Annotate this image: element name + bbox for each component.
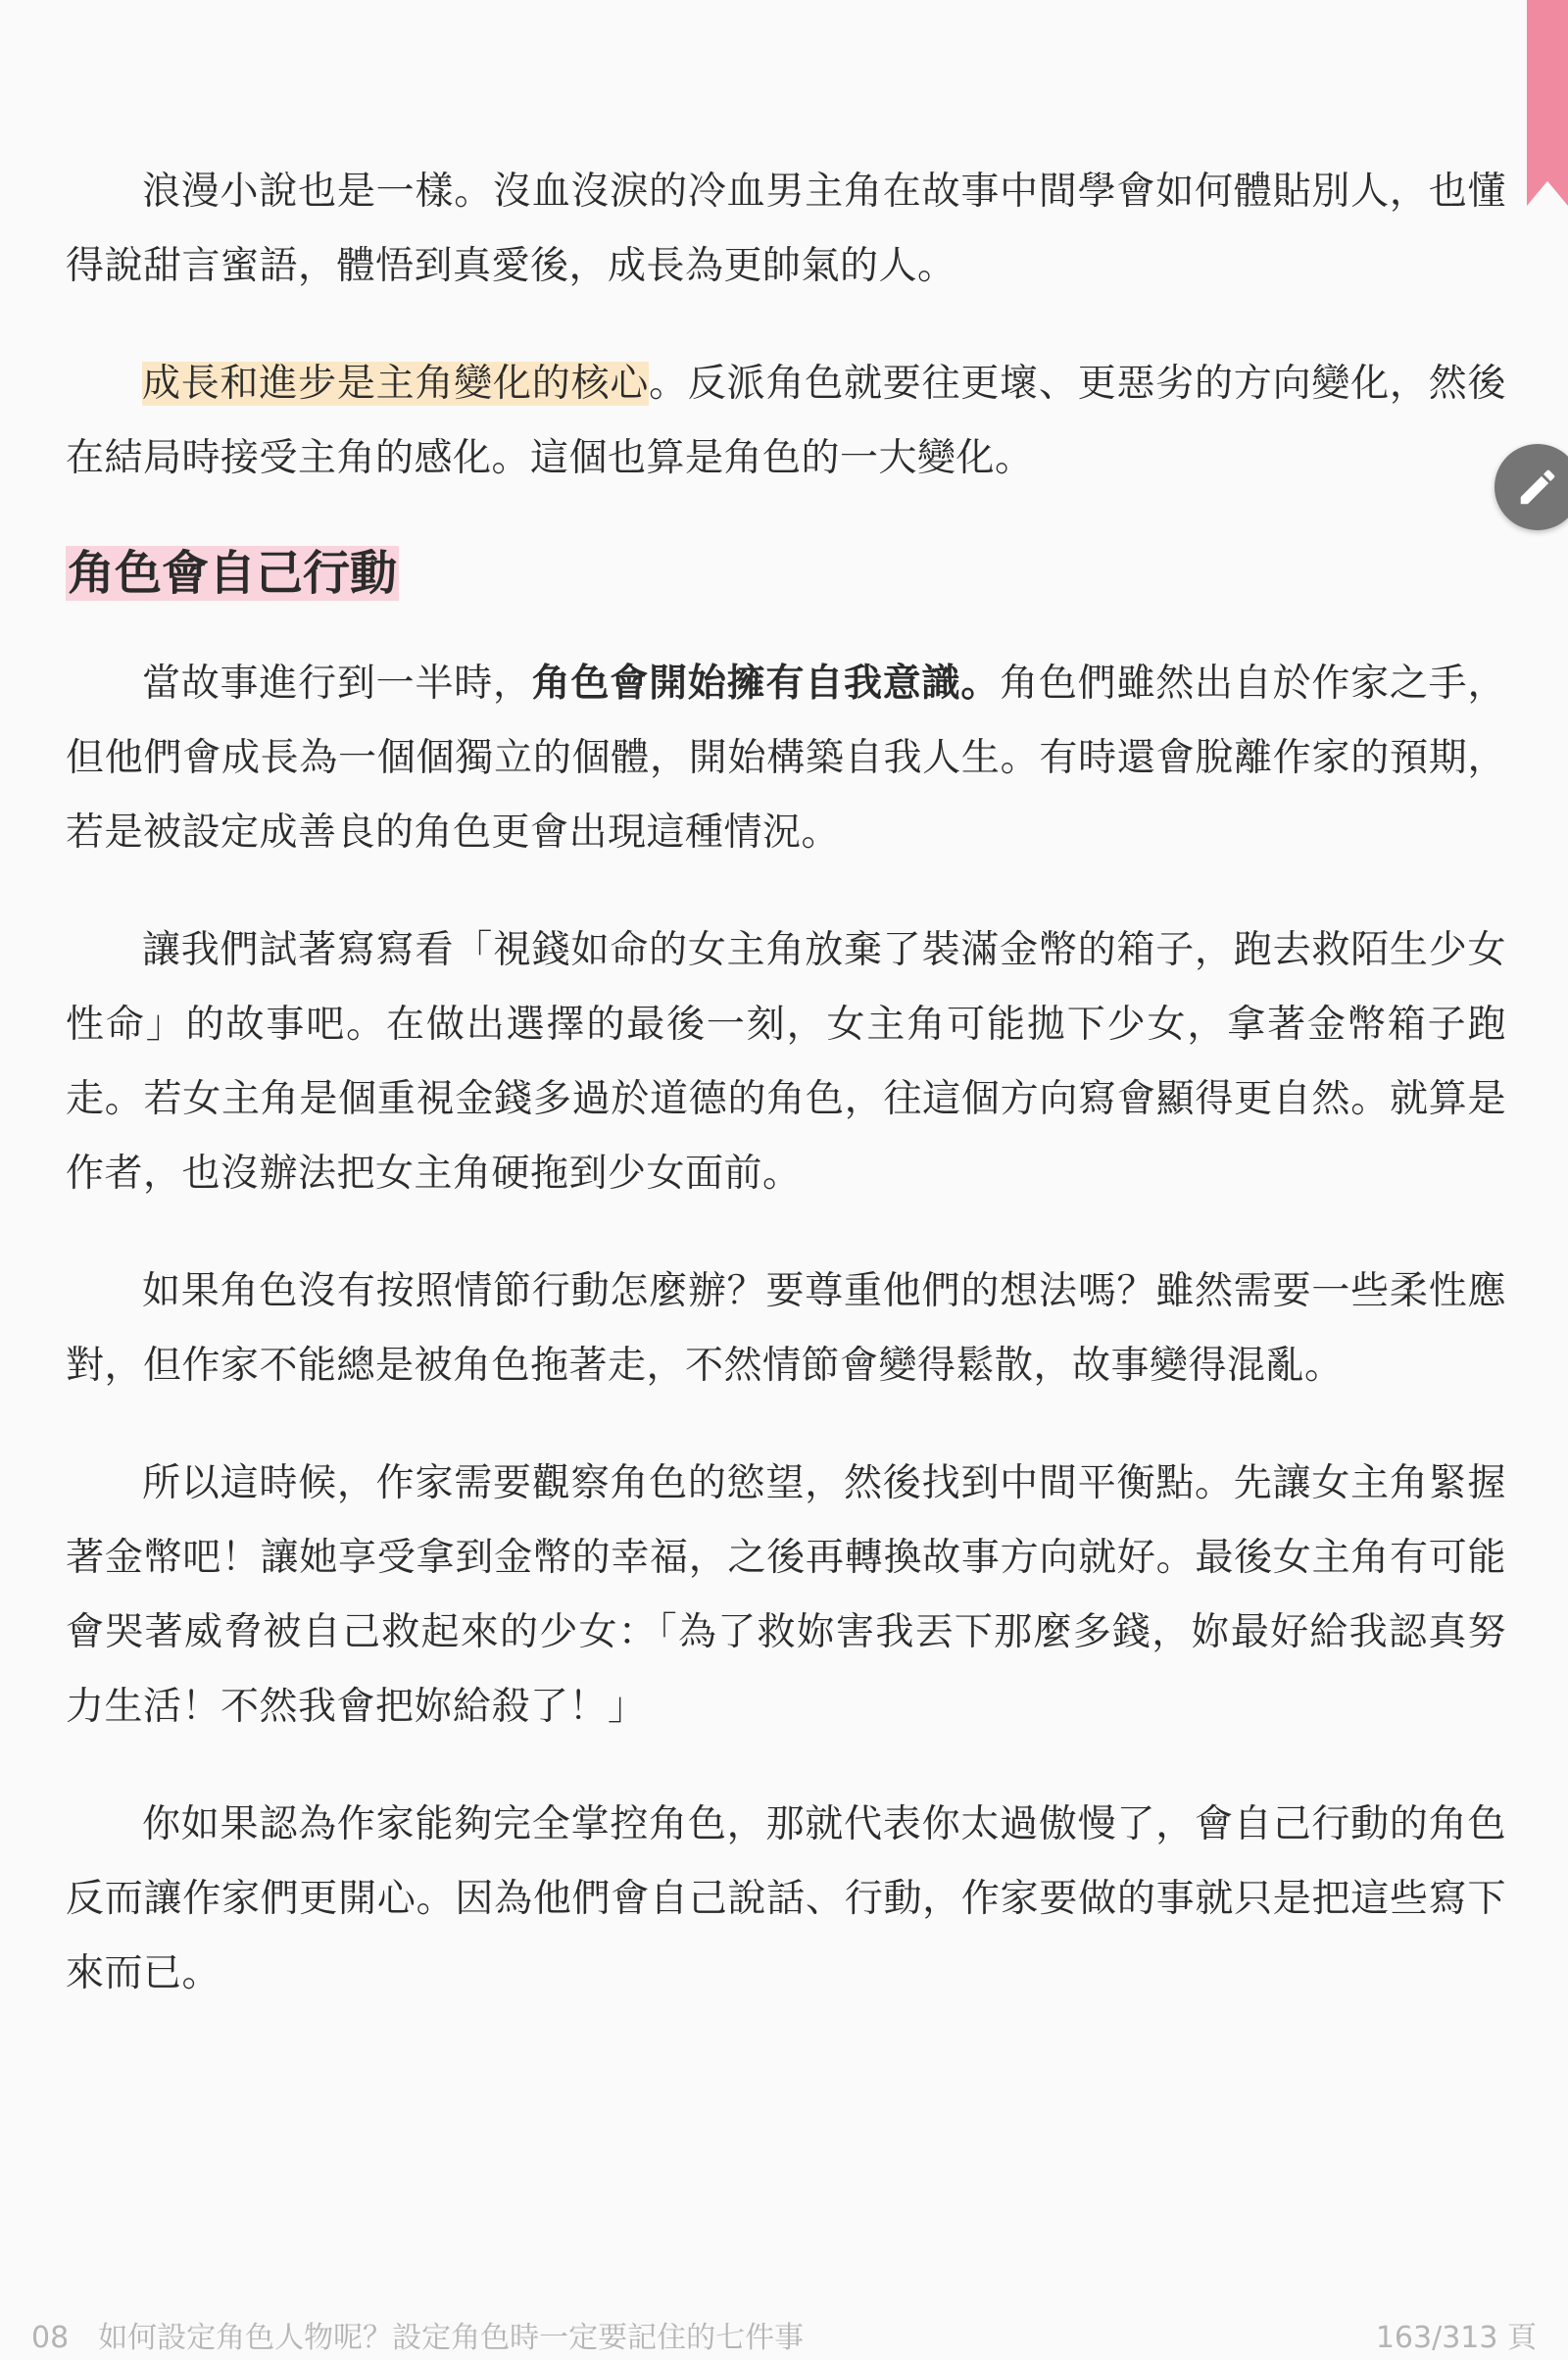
page-content xyxy=(66,155,1506,2054)
chapter-title: 如何設定角色人物呢？設定角色時一定要記住的七件事 xyxy=(98,2321,805,2355)
paragraph-1: 浪漫小說也是一樣。沒血沒淚的冷血男主角在故事中間學會如何體貼別人，也懂得說甜言蜜語，體悟到真愛後，成長為更帥氣的人。 xyxy=(66,170,1506,288)
paragraph-5: 如果角色沒有按照情節行動怎麼辦？要尊重他們的想法嗎？雖然需要一些柔性應對，但作家不能總是被角色拖著走，不然情節會變得鬆散，故事變得混亂。 xyxy=(66,1269,1506,1388)
paragraph-4: 讓我們試著寫寫看「視錢如命的女主角放棄了裝滿金幣的箱子，跑去救陌生少女性命」的故事吧。在做出選擇的最後一刻，女主角可能拋下少女，拿著金幣箱子跑走。若女主角是個重視金錢多過於道德的角色，往這個方向寫會顯得更自然。就算是作者，也沒辦法把女主角硬拖到少女面前。 xyxy=(66,928,1506,1196)
paragraph-2 xyxy=(66,347,1506,496)
chapter-info[interactable] xyxy=(31,2313,804,2356)
paragraph-2-rest: 。反派角色就要往更壞、更惡劣的方向變化，然後在結局時接受主角的感化。這個也算是角色的一大變化。 xyxy=(66,362,1506,480)
reader-footer xyxy=(31,2313,1537,2356)
paragraph-3-after: 角色們雖然出自於作家之手，但他們會成長為一個個獨立的個體，開始構築自我人生。有時還會脫離作家的預期，若是被設定成善良的角色更會出現這種情況。 xyxy=(66,662,1506,855)
section-heading-text[interactable]: 角色會自己行動 xyxy=(68,546,398,601)
page-indicator: 163/313 頁 xyxy=(1375,2321,1537,2355)
section-heading xyxy=(66,539,1506,608)
bookmark-ribbon-icon[interactable] xyxy=(1527,0,1568,206)
paragraph-6: 所以這時候，作家需要觀察角色的慾望，然後找到中間平衡點。先讓女主角緊握著金幣吧！讓她享受拿到金幣的幸福，之後再轉換故事方向就好。最後女主角有可能會哭著威脅被自己救起來的少女：「為了救妳害我丟下那麼多錢，妳最好給我認真努力生活！不然我會把妳給殺了！」 xyxy=(66,1461,1506,1729)
chapter-number: 08 xyxy=(31,2321,70,2355)
paragraph-3 xyxy=(66,647,1506,870)
paragraph-7: 你如果認為作家能夠完全掌控角色，那就代表你太過傲慢了，會自己行動的角色反而讓作家們更開心。因為他們會自己說話、行動，作家要做的事就只是把這些寫下來而已。 xyxy=(66,1802,1506,1995)
pencil-icon xyxy=(1515,465,1560,510)
paragraph-3-before: 當故事進行到一半時， xyxy=(142,662,532,706)
paragraph-3-bold: 角色會開始擁有自我意識。 xyxy=(531,662,1001,706)
highlighted-text[interactable]: 成長和進步是主角變化的核心 xyxy=(142,362,650,406)
